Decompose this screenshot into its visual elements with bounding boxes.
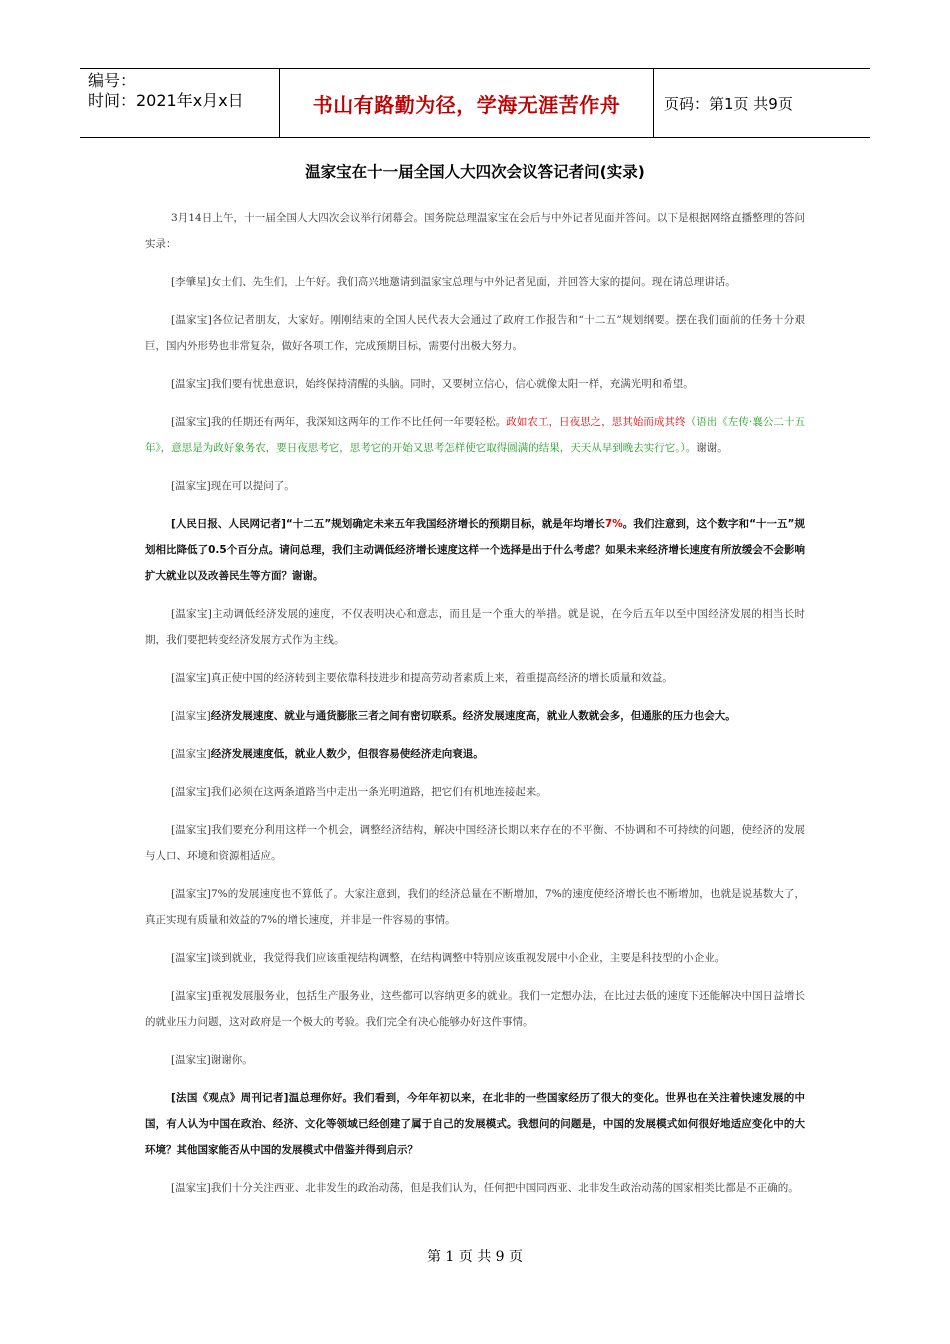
paragraph: [李肇星]女士们、先生们，上午好。我们高兴地邀请到温家宝总理与中外记者见面，并回答大家的提问。现在请总理讲话。 (171, 276, 736, 288)
paragraph: [温家宝]我们要充分利用这样一个机会，调整经济结构，解决中国经济长期以来存在的不平衡、不协调和不可持续的问题，使经济的发展与人口、环境和资源相适应。 (145, 824, 805, 862)
speaker-prefix: [温家宝] (171, 710, 211, 722)
quote-explanation: （语出《左传·襄公二十五年》，意思是为政好象务农，要日夜思考它，思考它的开始又思考怎样使它取得圆满的结果，天天从早到晚去实行它。）。 (145, 416, 805, 454)
bold-text: 经济发展速度、就业与通货膨胀三者之间有密切联系。经济发展速度高，就业人数就会多，但通胀的压力也会大。 (210, 710, 736, 722)
paragraph (145, 409, 805, 461)
paragraph: [温家宝]7%的发展速度也不算低了。大家注意到，我们的经济总量在不断增加，7%的速度使经济增长也不断增加，也就是说基数大了，真正实现有质量和效益的7%的增长速度，并非是一件容易的事情。 (145, 888, 805, 926)
paragraph: [温家宝]现在可以提问了。 (171, 480, 295, 492)
paragraph: [温家宝]主动调低经济发展的速度，不仅表明决心和意志，而且是一个重大的举措。就是说，在今后五年以至中国经济发展的相当长时期，我们要把转变经济发展方式作为主线。 (145, 608, 805, 646)
paragraph (145, 741, 805, 767)
paragraph: [温家宝]谢谢你。 (171, 1054, 253, 1066)
paragraph-text: [温家宝]我的任期还有两年，我深知这两年的工作不比任何一年要轻松。 (171, 416, 507, 428)
header-meta (80, 69, 280, 137)
paragraph: [温家宝]重视发展服务业，包括生产服务业，这些都可以容纳更多的就业。我们一定想办法，在比过去低的速度下还能解决中国日益增长的就业压力问题，这对政府是一个极大的考验。我们完全有决心能够办好这件事情。 (145, 990, 805, 1028)
paragraph: [温家宝]各位记者朋友，大家好。刚刚结束的全国人民代表大会通过了政府工作报告和“十二五”规划纲要。摆在我们面前的任务十分艰巨，国内外形势也非常复杂，做好各项工作，完成预期目标，需要付出极大努力。 (145, 314, 805, 352)
speaker-prefix: [温家宝] (171, 748, 211, 760)
document-time-label: 时间：2021年x月x日 (88, 91, 244, 110)
paragraph: [温家宝]我们十分关注西亚、北非发生的政治动荡，但是我们认为，任何把中国同西亚、北非发生政治动荡的国家相类比都是不正确的。 (171, 1182, 799, 1194)
page-header (80, 68, 870, 138)
paragraph-text: 。我们注意到，这个数字和“十一五”规划相比降低了0.5个百分点。请问总理，我们主动调低经济增长速度这样一个选择是出于什么考虑？如果未来经济增长速度有所放缓会不会影响扩大就业以及改善民生等方面？谢谢。 (145, 518, 805, 582)
paragraph (145, 703, 805, 729)
paragraph-text: [人民日报、人民网记者]“十二五”规划确定未来五年我国经济增长的预期目标，就是年均增长 (171, 518, 605, 530)
paragraph: [温家宝]我们必须在这两条道路当中走出一条光明道路，把它们有机地连接起来。 (171, 786, 547, 798)
paragraph: [温家宝]我们要有忧患意识，始终保持清醒的头脑。同时，又要树立信心，信心就像太阳一样，充满光明和希望。 (171, 378, 694, 390)
bold-text: 经济发展速度低，就业人数少，但很容易使经济走向衰退。 (210, 748, 484, 760)
header-page-info: 页码：第1页 共9页 (664, 94, 793, 113)
question-paragraph (145, 511, 805, 589)
paragraph: [温家宝]真正使中国的经济转到主要依靠科技进步和提高劳动者素质上来，着重提高经济的增长质量和效益。 (171, 672, 673, 684)
paragraph: [温家宝]谈到就业，我觉得我们应该重视结构调整，在结构调整中特别应该重视发展中小企业，主要是科技型的小企业。 (171, 952, 726, 964)
question-paragraph: [法国《观点》周刊记者]温总理你好。我们看到，今年年初以来，在北非的一些国家经历了很大的变化。世界也在关注着快速发展的中国，有人认为中国在政治、经济、文化等领域已经创建了属于自己的发展模式。我想问的问题是，中国的发展模式如何很好地适应变化中的大环境？其他国家能否从中国的发展模式中借鉴并得到启示？ (145, 1092, 805, 1156)
document-title: 温家宝在十一届全国人大四次会议答记者问(实录) (305, 163, 645, 181)
document-body (145, 205, 805, 1213)
classical-quote: 政如农工，日夜思之，思其始而成其终 (506, 416, 686, 428)
document-number-label: 编号： (88, 71, 137, 90)
growth-target-highlight: 7% (604, 518, 623, 530)
paragraph-text: 谢谢。 (696, 442, 728, 454)
page-footer: 第 1 页 共 9 页 (426, 1249, 524, 1265)
paragraph: 3月14日上午，十一届全国人大四次会议举行闭幕会。国务院总理温家宝在会后与中外记者见面并答问。以下是根据网络直播整理的答问实录： (145, 212, 805, 250)
header-motto: 书山有路勤为径，学海无涯苦作舟 (280, 69, 654, 137)
